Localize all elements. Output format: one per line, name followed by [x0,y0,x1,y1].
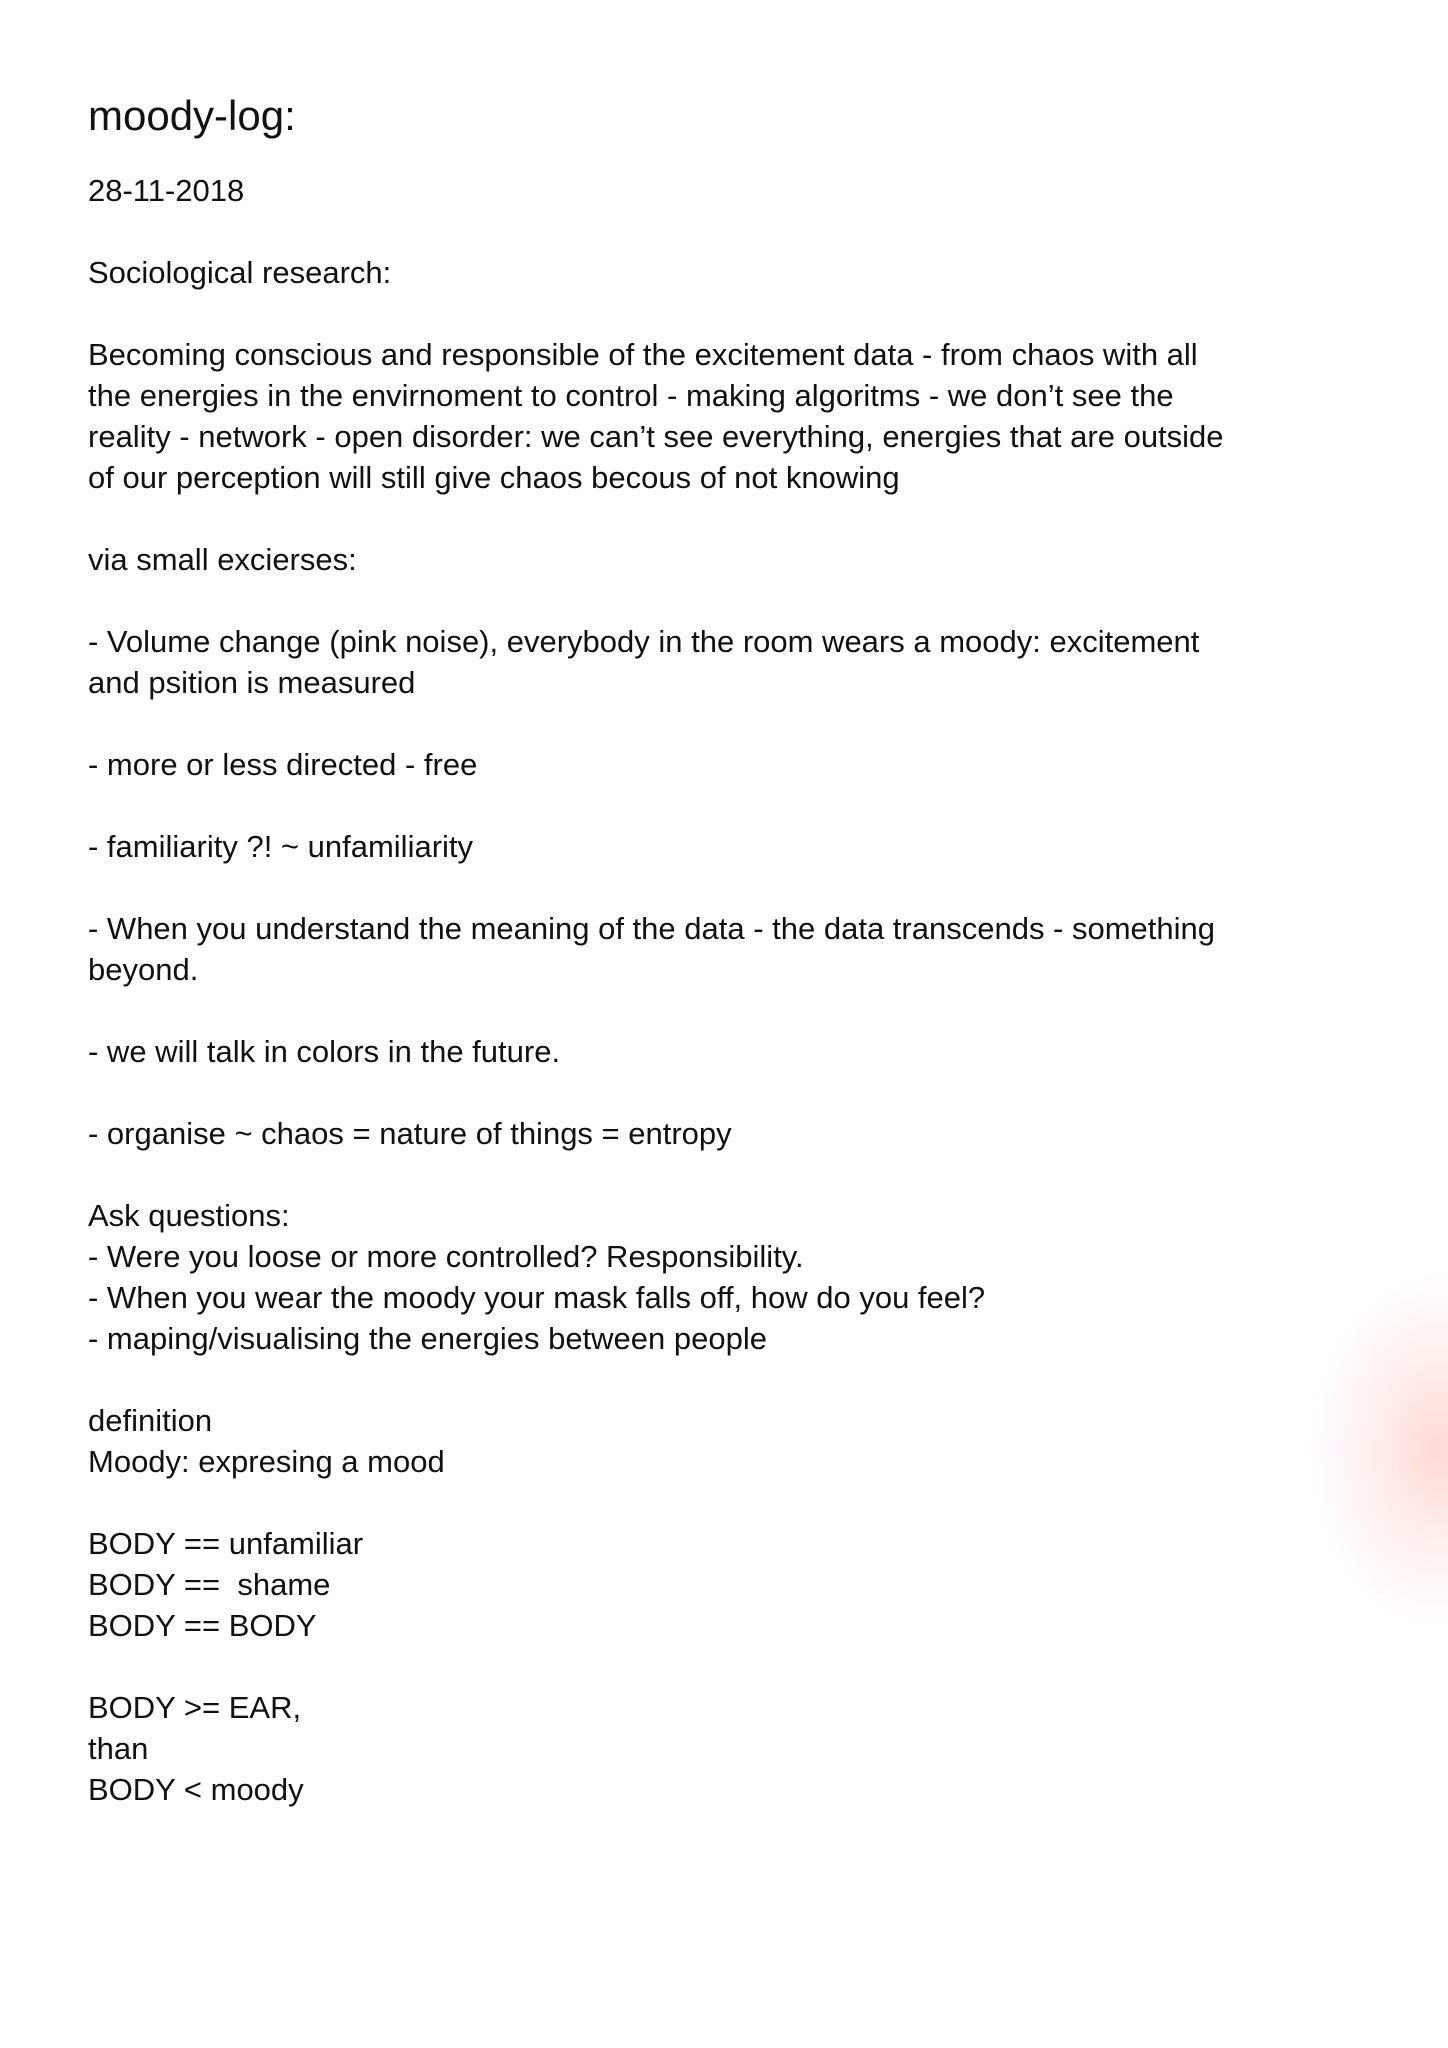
exercise-item: beyond. [88,952,199,987]
spacer [88,1646,1378,1687]
document-date: 28-11-2018 [88,173,245,208]
spacer [88,293,1378,334]
document-page [88,88,1378,1810]
spacer [88,1072,1378,1113]
question-item: - maping/visualising the energies between people [88,1321,767,1356]
intro-line: Becoming conscious and responsible of the excitement data - from chaos with all [88,337,1198,372]
intro-line: reality - network - open disorder: we can’t see everything, energies that are outside [88,419,1224,454]
body-equation: BODY == shame [88,1567,331,1602]
spacer [88,867,1378,908]
exercise-item: and psition is measured [88,665,416,700]
intro-line: of our perception will still give chaos becous of not knowing [88,460,900,495]
exercise-item: - we will talk in colors in the future. [88,1034,561,1069]
exercise-item: - organise ~ chaos = nature of things = entropy [88,1116,732,1151]
exercise-item: - Volume change (pink noise), everybody in the room wears a moody: excitement [88,624,1200,659]
exercises-heading: via small excierses: [88,542,357,577]
document-title: moody-log: [88,92,296,139]
exercise-item: - When you understand the meaning of the data - the data transcends - something [88,911,1216,946]
intro-line: the energies in the envirnoment to control - making algoritms - we don’t see the [88,378,1174,413]
definition-text: Moody: expresing a mood [88,1444,445,1479]
body-conclusion: than [88,1731,149,1766]
body-conclusion: BODY >= EAR, [88,1690,302,1725]
spacer [88,580,1378,621]
questions-heading: Ask questions: [88,1198,290,1233]
exercise-item: - more or less directed - free [88,747,478,782]
spacer [88,1154,1378,1195]
body-equation: BODY == unfamiliar [88,1526,364,1561]
body-equation: BODY == BODY [88,1608,317,1643]
body-conclusion: BODY < moody [88,1772,304,1807]
spacer [88,785,1378,826]
section-heading: Sociological research: [88,255,392,290]
spacer [88,1359,1378,1400]
question-item: - When you wear the moody your mask falls off, how do you feel? [88,1280,986,1315]
spacer [88,1482,1378,1523]
spacer [88,990,1378,1031]
spacer [88,498,1378,539]
spacer [88,211,1378,252]
spacer [88,703,1378,744]
exercise-item: - familiarity ?! ~ unfamiliarity [88,829,474,864]
definition-heading: definition [88,1403,213,1438]
question-item: - Were you loose or more controlled? Responsibility. [88,1239,804,1274]
